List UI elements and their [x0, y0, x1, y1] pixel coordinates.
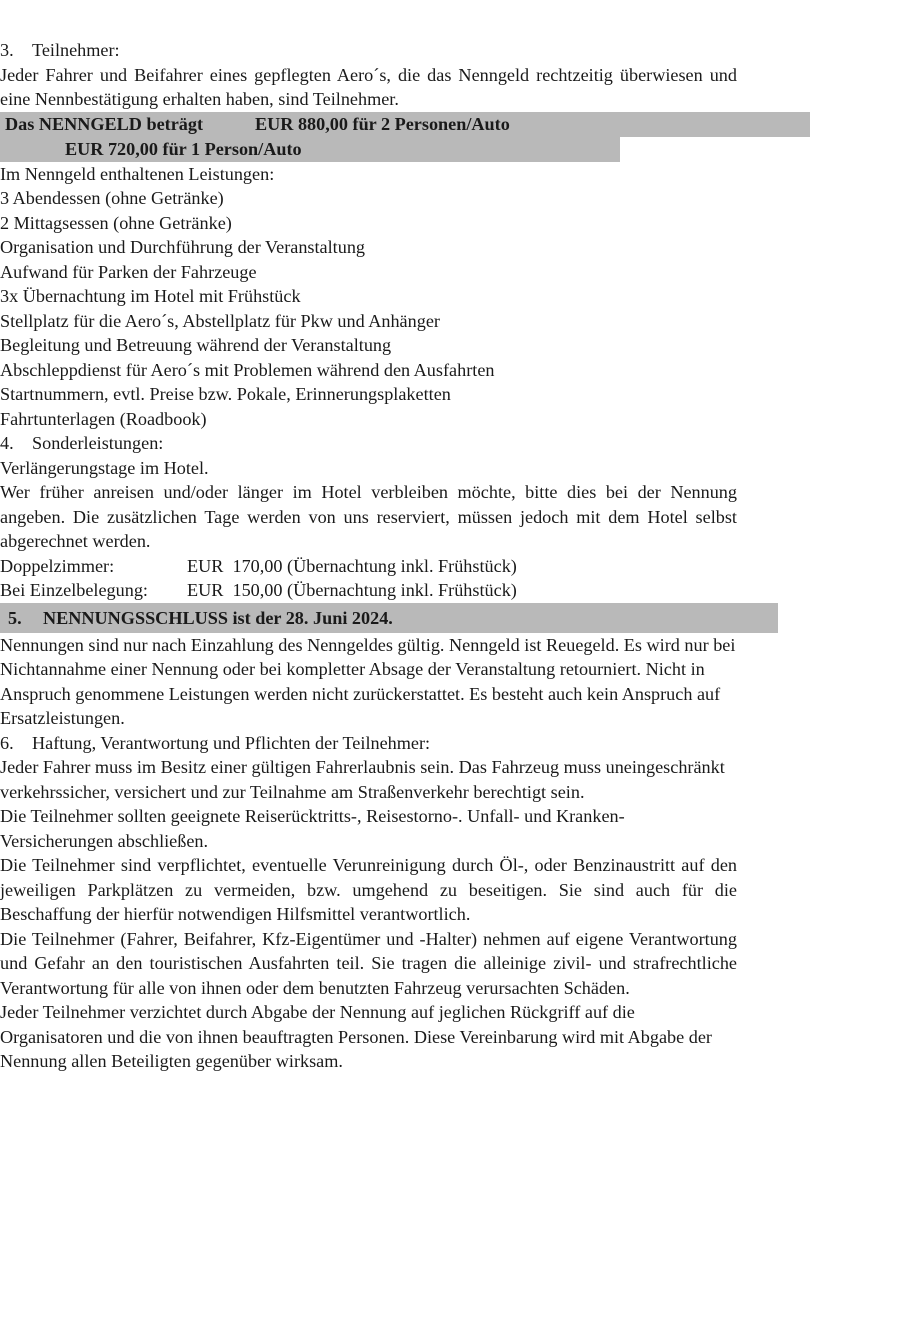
section-6-title: Haftung, Verantwortung und Pflichten der Teilnehmer: [32, 732, 431, 753]
price-label: Doppelzimmer: [0, 555, 115, 576]
section-6-paragraph: Jeder Fahrer muss im Besitz einer gültigen Fahrerlaubnis sein. Das Fahrzeug muss uneingeschränkt verkehrssicher, versichert und zur Teilnahme am Straßenverkehr berechtigt sein. [0, 757, 725, 802]
nenngeld-price-1-person: EUR 720,00 für 1 Person/Auto [65, 138, 302, 159]
price-label: Bei Einzelbelegung: [0, 580, 148, 600]
price-row-einzelbelegung [0, 578, 900, 603]
section-4-number: 4. [0, 433, 14, 453]
section-5-paragraph: Nennungen sind nur nach Einzahlung des Nenngeldes gültig. Nenngeld ist Reuegeld. Es wird nur bei Nichtannahme einer Nennung oder bei kompletter Absage der Veranstaltung retourniert. Nicht in Anspruch genommene Leistungen werden nicht zurückerstattet. Es besteht auch kein Anspruch auf Ersatzleistungen. [0, 634, 736, 728]
section-3-title: Teilnehmer: [32, 40, 120, 60]
section-6-paragraph: Die Teilnehmer sollten geeignete Reiserücktritts-, Reisestorno-. Unfall- und Kranken-Versicherungen abschließen. [0, 806, 625, 851]
nenngeld-highlight-box [0, 112, 900, 162]
section-4-intro-line: Verlängerungstage im Hotel. [0, 457, 209, 478]
section-4-paragraph: Wer früher anreisen und/oder länger im Hotel verbleiben möchte, bitte dies bei der Nennung angeben. Die zusätzlichen Tage werden von uns reserviert, müssen jedoch mit dem Hotel selbst abgerechnet werden. [0, 482, 737, 551]
list-item: Begleitung und Betreuung während der Veranstaltung [0, 335, 392, 355]
list-item: 3x Übernachtung im Hotel mit Frühstück [0, 286, 301, 306]
section-3-number: 3. [0, 40, 14, 60]
nenngeld-row-1 [0, 112, 810, 137]
section-4-heading [0, 431, 900, 456]
nenngeld-price-2-persons: EUR 880,00 für 2 Personen/Auto [255, 113, 510, 134]
list-item: Im Nenngeld enthaltenen Leistungen: [0, 163, 275, 184]
section-4-title: Sonderleistungen: [32, 433, 164, 453]
section-5-number: 5. [8, 607, 22, 628]
section-6-paragraph: Jeder Teilnehmer verzichtet durch Abgabe der Nennung auf jeglichen Rückgriff auf die Organisatoren und die von ihnen beauftragten Personen. Diese Vereinbarung wird mit Abgabe der Nennung allen Beteiligten gegenüber wirksam. [0, 1002, 712, 1071]
section-6-paragraph: Die Teilnehmer sind verpflichtet, eventuelle Verunreinigung durch Öl-, oder Benzinaustritt auf den jeweiligen Parkplätzen zu vermeiden, bzw. umgehend zu beseitigen. Sie sind auch für die Beschaffung der hierfür notwendigen Hilfsmittel verantwortlich. [0, 855, 737, 924]
list-item: Startnummern, evtl. Preise bzw. Pokale, Erinnerungsplaketten [0, 384, 451, 404]
section-3-paragraph: Jeder Fahrer und Beifahrer eines gepflegten Aero´s, die das Nenngeld rechtzeitig überwiesen und eine Nennbestätigung erhalten haben, sind Teilnehmer. [0, 64, 737, 109]
price-value: EUR 150,00 (Übernachtung inkl. Frühstück) [187, 580, 517, 600]
list-item: Stellplatz für die Aero´s, Abstellplatz für Pkw und Anhänger [0, 310, 440, 331]
section-6-number: 6. [0, 732, 14, 753]
list-item: 2 Mittagsessen (ohne Getränke) [0, 212, 232, 233]
section-5-title: NENNUNGSSCHLUSS ist der 28. Juni 2024. [43, 607, 393, 628]
section-5-highlight-heading [0, 603, 778, 633]
list-item: Aufwand für Parken der Fahrzeuge [0, 261, 257, 282]
nenngeld-label: Das NENNGELD beträgt [5, 113, 204, 134]
price-row-doppelzimmer [0, 554, 900, 579]
list-item: Abschleppdienst für Aero´s mit Problemen während den Ausfahrten [0, 359, 495, 380]
list-item: 3 Abendessen (ohne Getränke) [0, 188, 224, 208]
nenngeld-row-2 [0, 137, 620, 162]
section-6-paragraph: Die Teilnehmer (Fahrer, Beifahrer, Kfz-Eigentümer und -Halter) nehmen auf eigene Verantwortung und Gefahr an den touristischen Ausfahrten teil. Sie tragen die alleinige zivil- und strafrechtliche Verantwortung für alle von ihnen oder dem benutzten Fahrzeug verursachten Schäden. [0, 928, 737, 998]
section-6-body [0, 755, 900, 1074]
section-3-heading [0, 38, 900, 63]
price-value: EUR 170,00 (Übernachtung inkl. Frühstück) [187, 555, 517, 576]
section-6-heading [0, 731, 900, 756]
list-item: Fahrtunterlagen (Roadbook) [0, 408, 207, 429]
leistungen-list [0, 162, 900, 432]
list-item: Organisation und Durchführung der Veranstaltung [0, 237, 366, 257]
